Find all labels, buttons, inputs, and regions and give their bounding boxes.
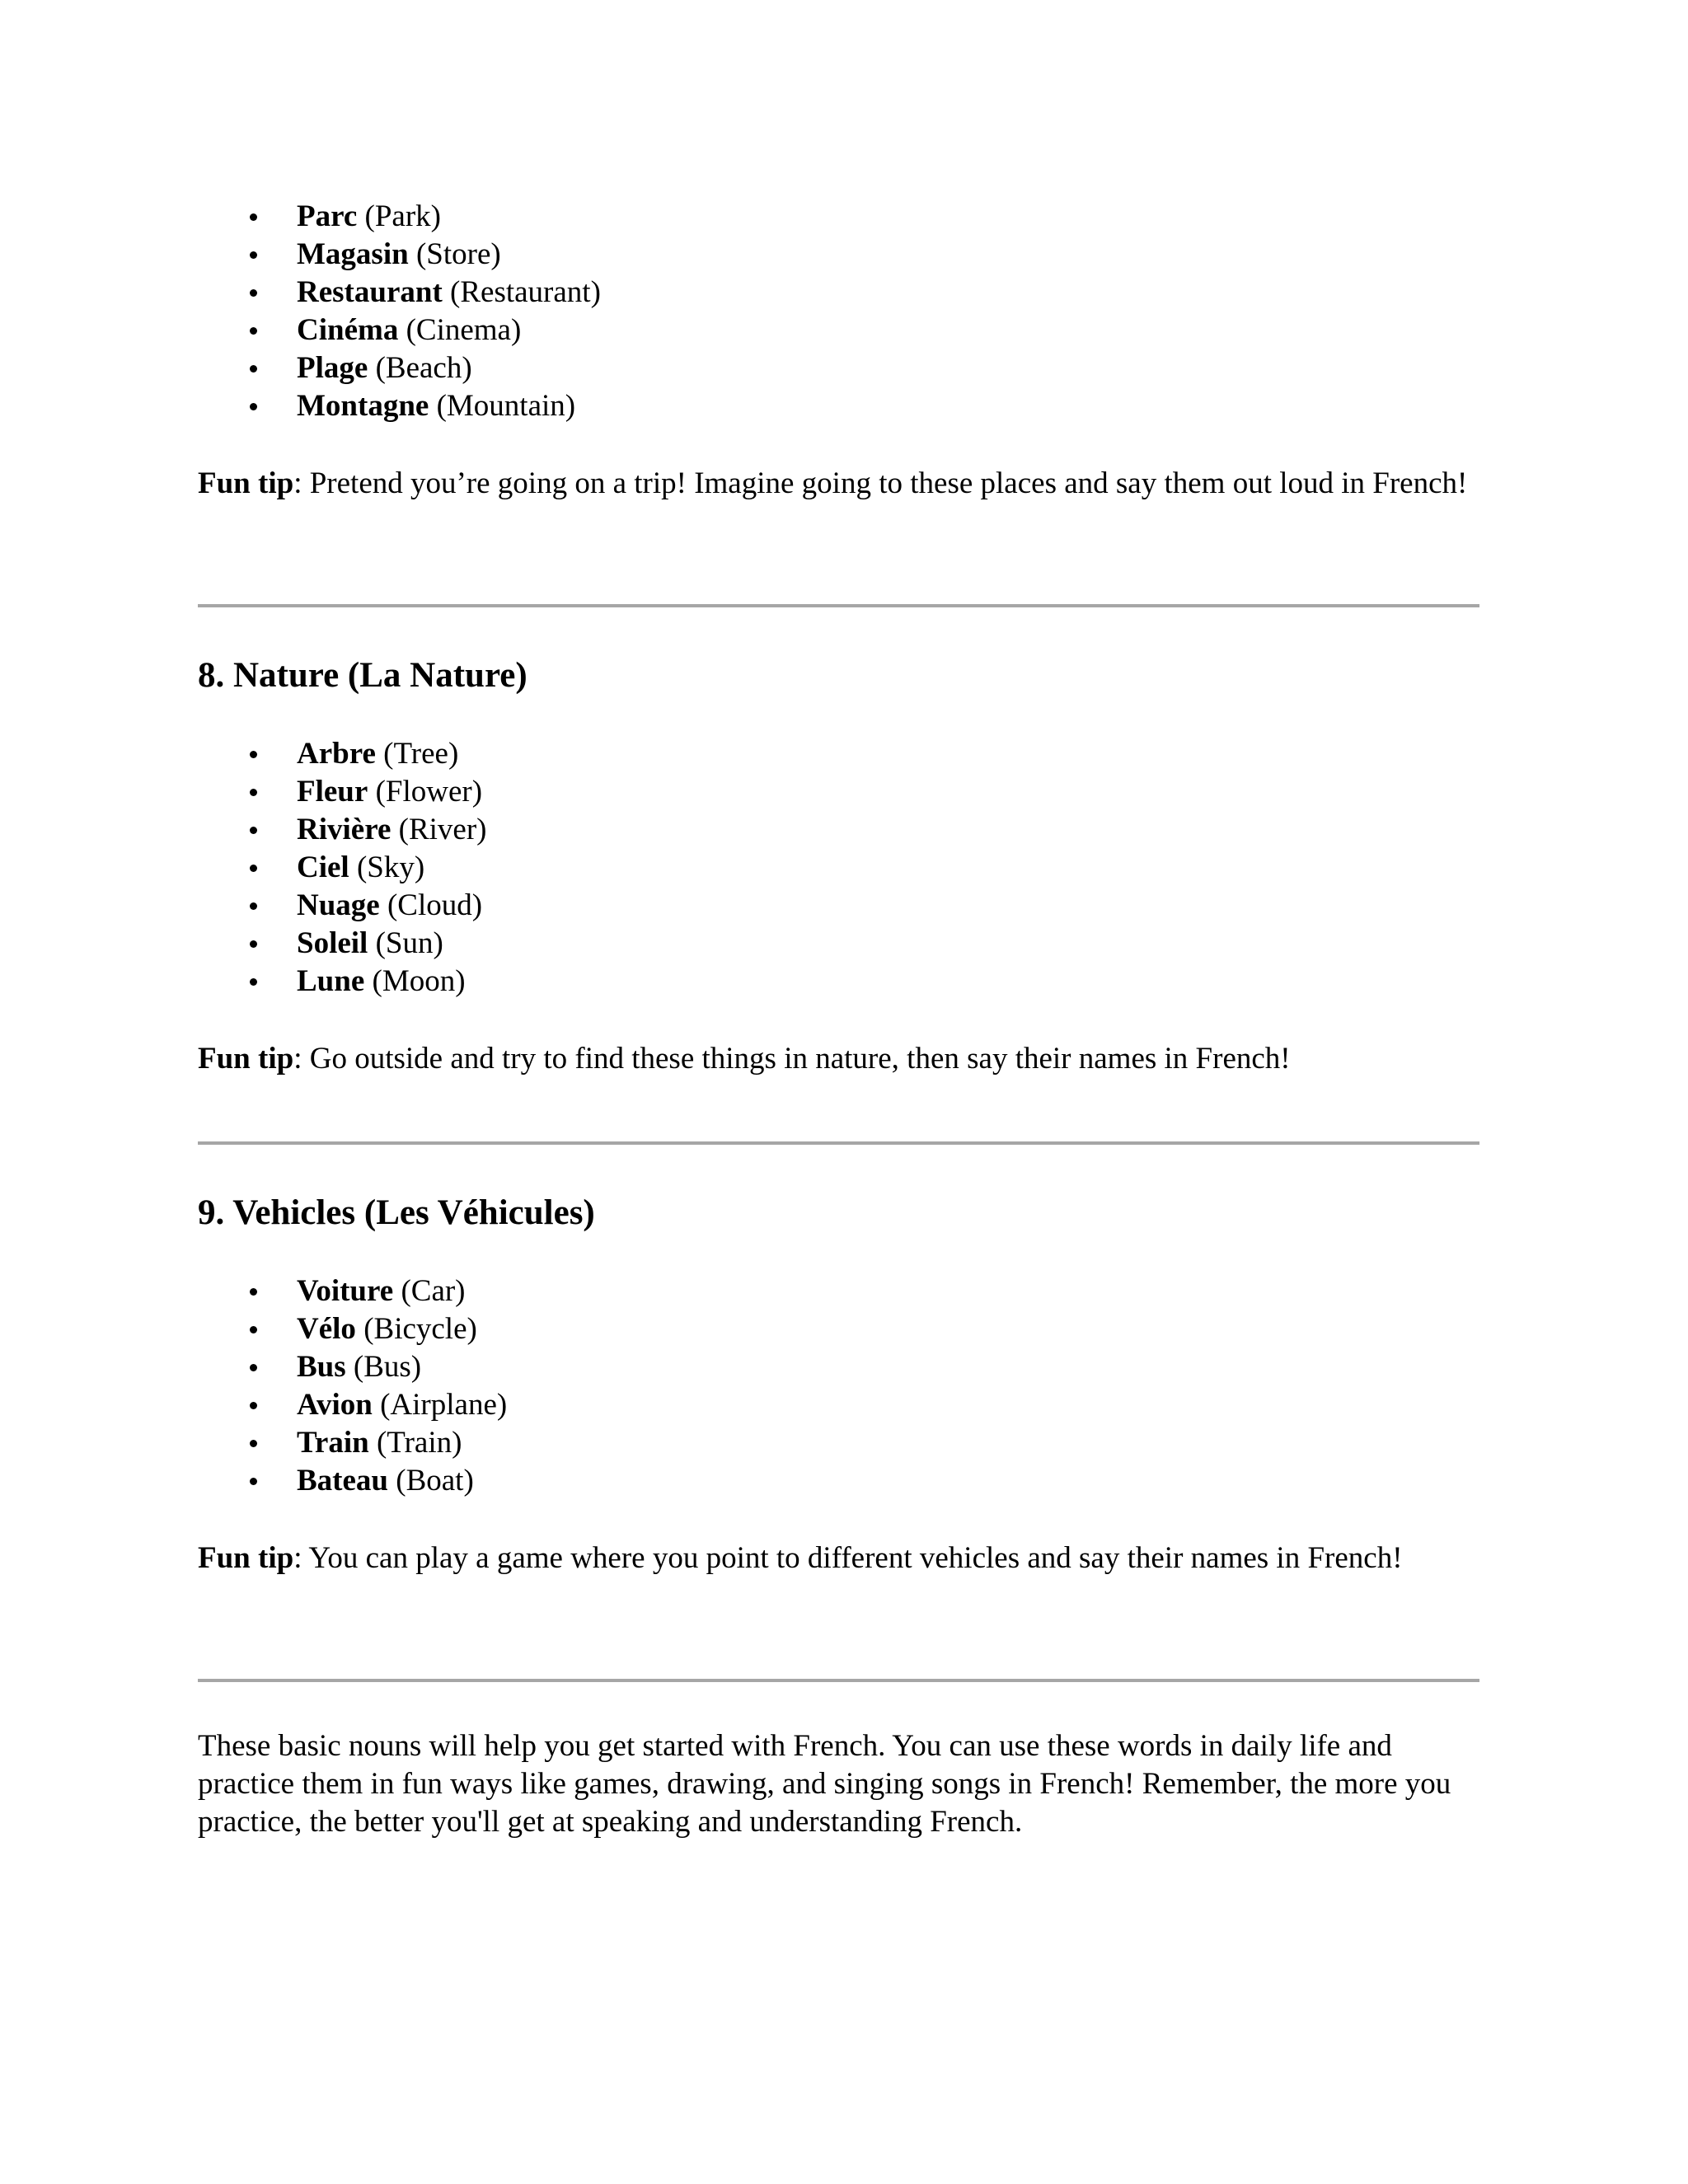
bullet-icon [250,827,257,834]
bullet-icon [250,865,257,872]
list-item: Train (Train) [198,1424,1479,1462]
list-item: Bateau (Boat) [198,1462,1479,1500]
fun-tip-text: : Go outside and try to find these things in nature, then say their names in French! [293,1042,1291,1076]
bullet-icon [250,940,257,948]
nature-list-block [198,735,1479,1001]
bullet-icon [250,978,257,986]
bullet-icon [250,1402,257,1409]
bullet-icon [250,1364,257,1371]
bullet-icon [250,1478,257,1485]
places-list-block [198,198,1479,425]
list-item: Restaurant (Restaurant) [198,274,1479,312]
list-item: Fleur (Flower) [198,773,1479,811]
list-item: Rivière (River) [198,811,1479,849]
nature-fun-tip [198,1040,1479,1078]
vehicles-fun-tip [198,1540,1479,1577]
list-item: Plage (Beach) [198,349,1479,387]
bullet-icon [250,789,257,796]
fun-tip-text: : Pretend you’re going on a trip! Imagine going to these places and say them out loud in French! [293,466,1468,500]
list-item: Vélo (Bicycle) [198,1310,1479,1348]
list-item: Cinéma (Cinema) [198,312,1479,349]
closing-paragraph-block [198,1727,1479,1841]
list-item: Ciel (Sky) [198,849,1479,887]
bullet-icon [250,251,257,259]
bullet-icon [250,327,257,335]
bullet-icon [250,1326,257,1333]
list-item: Nuage (Cloud) [198,887,1479,925]
vehicles-list-block [198,1272,1479,1500]
places-fun-tip [198,465,1479,503]
list-item: Avion (Airplane) [198,1386,1479,1424]
bullet-icon [250,1440,257,1447]
bullet-icon [250,213,257,221]
list-item: Arbre (Tree) [198,735,1479,773]
fun-tip-label: Fun tip [198,1042,294,1076]
closing-paragraph: These basic nouns will help you get started with French. You can use these words in daily life and practice them in fun ways like games, drawing, and singing songs in French! Remember, the more you practice, the better you'll get at speaking and understanding French. [198,1729,1451,1839]
list-item: Lune (Moon) [198,963,1479,1001]
bullet-icon [250,751,257,758]
bullet-icon [250,403,257,410]
fun-tip-label: Fun tip [198,1541,294,1575]
bullet-icon [250,902,257,910]
list-item: Voiture (Car) [198,1272,1479,1310]
section-heading-nature: 8. Nature (La Nature) [198,656,528,695]
places-list [198,198,1479,425]
section-divider [198,1141,1479,1145]
bullet-icon [250,289,257,297]
bullet-icon [250,1288,257,1296]
section-divider [198,604,1479,607]
section-heading-vehicles: 9. Vehicles (Les Véhicules) [198,1193,595,1232]
list-item: Magasin (Store) [198,236,1479,274]
bullet-icon [250,365,257,373]
fun-tip-text: : You can play a game where you point to different vehicles and say their names in French! [293,1541,1403,1575]
nature-list [198,735,1479,1001]
list-item: Montagne (Mountain) [198,387,1479,425]
list-item: Soleil (Sun) [198,925,1479,963]
list-item: Bus (Bus) [198,1348,1479,1386]
fun-tip-label: Fun tip [198,466,294,500]
section-divider [198,1679,1479,1682]
vehicles-list [198,1272,1479,1500]
list-item: Parc (Park) [198,198,1479,236]
